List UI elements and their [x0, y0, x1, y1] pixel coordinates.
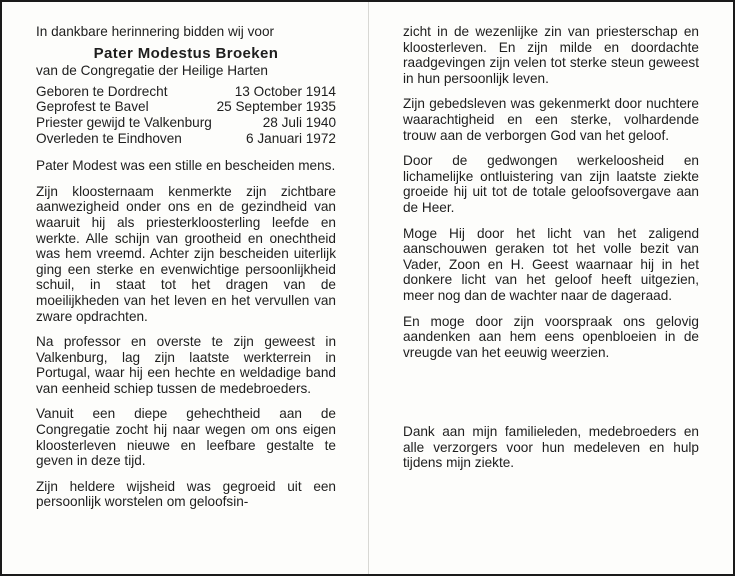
- date-value: 28 Juli 1940: [262, 114, 336, 130]
- date-row-ordained: [36, 115, 336, 131]
- paragraph: Na professor en overste te zijn geweest in Valkenburg, lag zijn laatste werkterrein in Portugal, waar hij een hechte en weldadige band van eenheid schiep tussen de medebroeders.: [36, 334, 336, 396]
- paragraph: En moge door zijn voorspraak ons gelovig aandenken aan hem eens openbloeien in de vreugde van het eeuwig weerzien.: [403, 313, 699, 360]
- paragraph: Zijn kloosternaam kenmerkte zijn zichtbare aanwezigheid onder ons en de gezindheid van waaruit hij als priesterkloosterling leefde en werkte. Alle schijn van grootheid en onechtheid was hem vreemd. Achter zijn bescheiden uiterlijk ging een sterke en evenwichtige persoonlijkheid schuil, in staat tot het dragen van de moeilijkheden van het leven en het vervullen van zware opdrachten.: [36, 183, 336, 324]
- paragraph: zicht in de wezenlijke zin van priesterschap en kloosterleven. En zijn milde en doordachte raadgevingen zijn velen tot sterke steun geweest in hun persoonlijk leven.: [403, 24, 699, 86]
- date-value: 6 Januari 1972: [246, 130, 336, 146]
- date-value: 25 September 1935: [216, 99, 336, 115]
- date-label: Geprofest te Bavel: [36, 99, 149, 115]
- date-row-professed: [36, 99, 336, 115]
- center-fold: [368, 2, 369, 574]
- right-column: [403, 24, 699, 481]
- left-column: [36, 24, 336, 520]
- dates-list: [36, 84, 336, 146]
- date-value: 13 October 1914: [234, 83, 336, 99]
- paragraph: Moge Hij door het licht van het zaligend aanschouwen geraken tot het volle bezit van Vader, Zoon en H. Geest waarnaar hij in het donkere licht van het geloof heeft uitgezien, meer nog dan de wachter naar de dageraad.: [403, 225, 699, 303]
- paragraph: Door de gedwongen werkeloosheid en lichamelijke ontluistering van zijn laatste ziekte groeide hij uit tot de totale geloofsovergave aan de Heer.: [403, 153, 699, 215]
- paragraph: Zijn heldere wijsheid was gegroeid uit een persoonlijk worstelen om geloofsin-: [36, 478, 336, 510]
- paragraph: Vanuit een diepe gehechtheid aan de Congregatie zocht hij naar wegen om ons eigen kloosterleven nieuwe en leefbare gestalte te geven in deze tijd.: [36, 406, 336, 469]
- date-label: Priester gewijd te Valkenburg: [36, 114, 212, 130]
- congregation-line: van de Congregatie der Heilige Harten: [36, 63, 268, 79]
- paragraph: Pater Modest was een stille en bescheiden mens.: [36, 158, 336, 174]
- date-label: Overleden te Eindhoven: [36, 130, 182, 146]
- thanks-paragraph: Dank aan mijn familieleden, medebroeders en alle verzorgers voor hun medeleven en hulp tijdens mijn ziekte.: [403, 424, 699, 471]
- date-label: Geboren te Dordrecht: [36, 83, 168, 99]
- date-row-died: [36, 131, 336, 147]
- deceased-name: Pater Modestus Broeken: [93, 44, 279, 62]
- paragraph: Zijn gebedsleven was gekenmerkt door nuchtere waarachtigheid en een sterke, volhardende trouw aan de verborgen God van het geloof.: [403, 96, 699, 143]
- date-row-born: [36, 84, 336, 100]
- intro-line: In dankbare herinnering bidden wij voor: [36, 24, 275, 39]
